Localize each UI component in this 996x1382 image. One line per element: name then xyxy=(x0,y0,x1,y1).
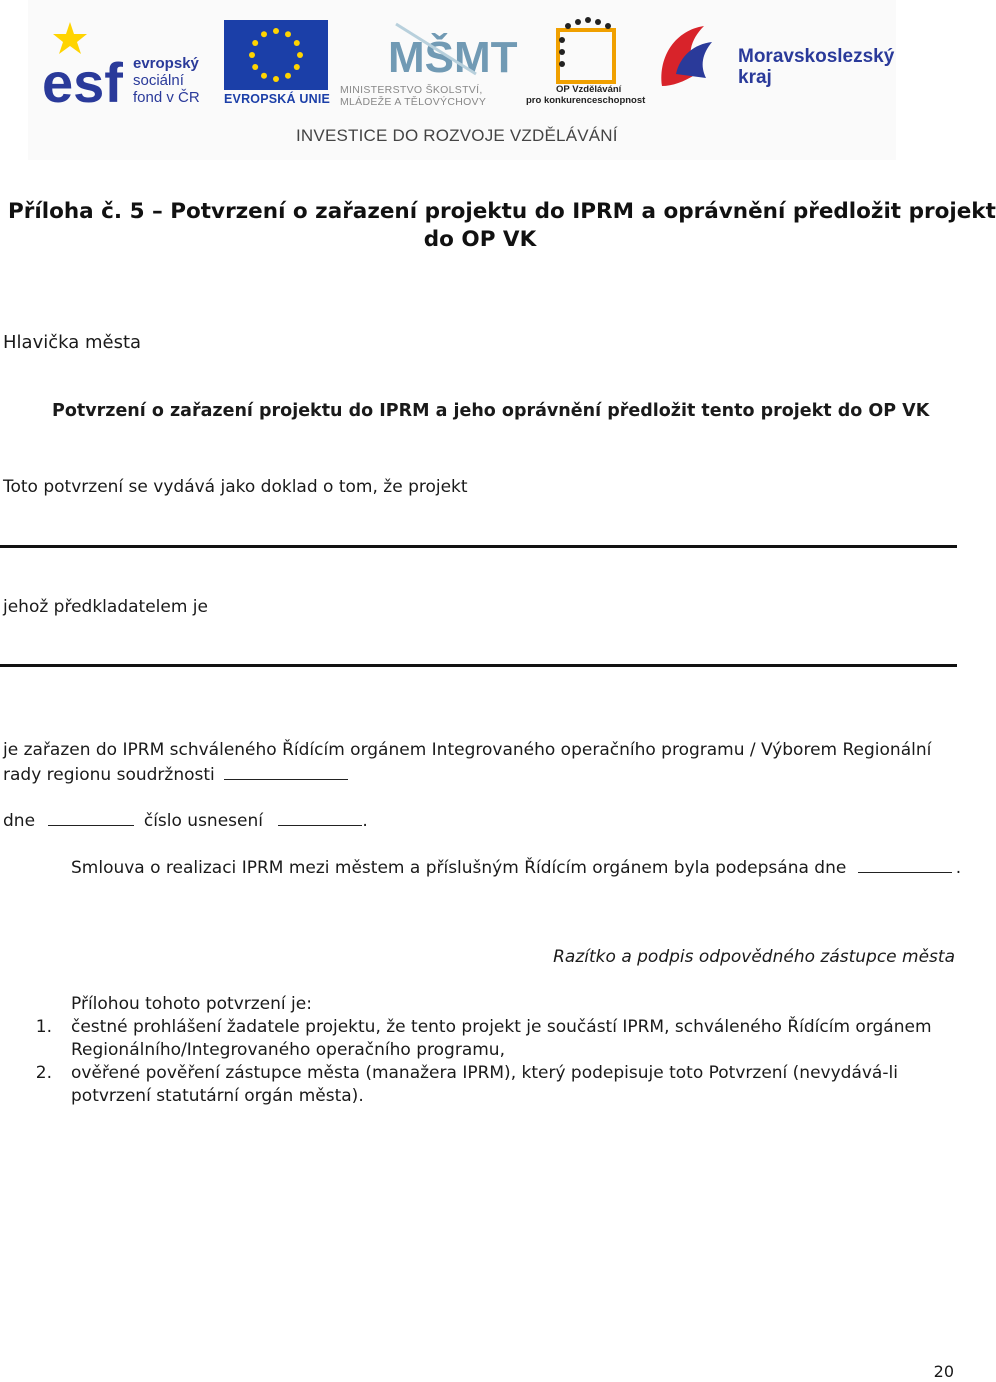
logo-banner xyxy=(28,0,896,160)
attachment-2-line1: ověřené pověření zástupce města (manažera IPRM), který podepisuje toto Potvrzení (nevydává-li xyxy=(71,1063,898,1083)
dne-label: dne xyxy=(3,811,36,831)
paragraph-applicant: jehož předkladatelem je xyxy=(3,597,208,617)
iprm-line2-text: rady regionu soudržnosti xyxy=(3,765,215,785)
msk-caption xyxy=(738,46,894,88)
msmt-caption xyxy=(340,84,486,108)
title-line2: do OP VK xyxy=(423,227,537,252)
attachment-1-line1: čestné prohlášení žadatele projektu, že tento projekt je součástí IPRM, schváleného Řídícím orgánem xyxy=(71,1017,932,1037)
resolution-number-blank[interactable] xyxy=(278,809,362,826)
document-subtitle: Potvrzení o zařazení projektu do IPRM a jeho oprávnění předložit tento projekt do OP VK xyxy=(52,401,930,421)
eu-star xyxy=(261,73,267,79)
date-blank[interactable] xyxy=(48,809,134,826)
eu-star xyxy=(252,64,258,70)
eu-star xyxy=(273,76,279,82)
applicant-name-line[interactable] xyxy=(0,664,957,667)
project-name-line[interactable] xyxy=(0,545,957,548)
paragraph-iprm-line2 xyxy=(3,763,348,785)
period: . xyxy=(362,811,368,831)
msk-line2: kraj xyxy=(738,67,772,88)
msmt-letters: MŠMT xyxy=(388,33,518,82)
eu-star xyxy=(252,40,258,46)
contract-date-blank[interactable] xyxy=(858,856,952,873)
opvk-line1: OP Vzdělávání xyxy=(556,84,622,95)
msk-kraj-logo xyxy=(656,16,718,96)
attachments-intro: Přílohou tohoto potvrzení je: xyxy=(71,994,312,1014)
region-blank[interactable] xyxy=(224,763,348,780)
eu-flag-logo xyxy=(224,20,328,90)
msk-line1: Moravskoslezský xyxy=(738,46,895,67)
attachment-1-line2: Regionálního/Integrovaného operačního programu, xyxy=(71,1040,505,1060)
eu-star xyxy=(261,31,267,37)
eu-star xyxy=(294,64,300,70)
eu-star xyxy=(285,31,291,37)
attachment-2-number: 2. xyxy=(35,1063,52,1083)
attachment-1-number: 1. xyxy=(35,1017,52,1037)
esf-line2: sociální xyxy=(133,72,184,89)
signature-caption: Razítko a podpis odpovědného zástupce města xyxy=(553,947,955,967)
eu-star xyxy=(294,40,300,46)
eu-star xyxy=(273,28,279,34)
esf-letters: esf xyxy=(42,51,123,114)
opvk-caption xyxy=(526,84,645,106)
page-title xyxy=(8,198,996,254)
msmt-line1: MINISTERSTVO ŠKOLSTVÍ, xyxy=(340,84,483,96)
resolution-label: číslo usnesení xyxy=(143,811,263,831)
eu-star xyxy=(297,52,303,58)
msmt-line2: MLÁDEŽE A TĚLOVÝCHOVY xyxy=(340,96,487,108)
paragraph-project: Toto potvrzení se vydává jako doklad o tom, že projekt xyxy=(3,477,468,497)
esf-caption xyxy=(133,55,200,106)
page-number: 20 xyxy=(933,1362,954,1381)
title-line1: Příloha č. 5 – Potvrzení o zařazení projektu do IPRM a oprávnění předložit projekt xyxy=(8,199,996,224)
opvk-logo xyxy=(528,14,648,94)
esf-line1: evropský xyxy=(133,55,199,72)
contract-text: Smlouva o realizaci IPRM mezi městem a příslušným Řídícím orgánem byla podepsána dne xyxy=(71,858,847,878)
eu-label: EVROPSKÁ UNIE xyxy=(224,92,331,106)
eu-star xyxy=(249,52,255,58)
slogan: INVESTICE DO ROZVOJE VZDĚLÁVÁNÍ xyxy=(296,126,618,145)
eu-star xyxy=(285,73,291,79)
esf-line3: fond v ČR xyxy=(133,89,200,106)
contract-row xyxy=(71,856,961,878)
header-label: Hlavička města xyxy=(3,332,142,353)
paragraph-iprm-line1: je zařazen do IPRM schváleného Řídícím orgánem Integrovaného operačního programu / Výborem Regionální xyxy=(3,740,932,760)
opvk-line2: pro konkurenceschopnost xyxy=(526,95,646,106)
attachment-2-line2: potvrzení statutární orgán města). xyxy=(71,1086,364,1106)
date-resolution-row xyxy=(3,809,368,831)
contract-period: . xyxy=(955,858,962,878)
